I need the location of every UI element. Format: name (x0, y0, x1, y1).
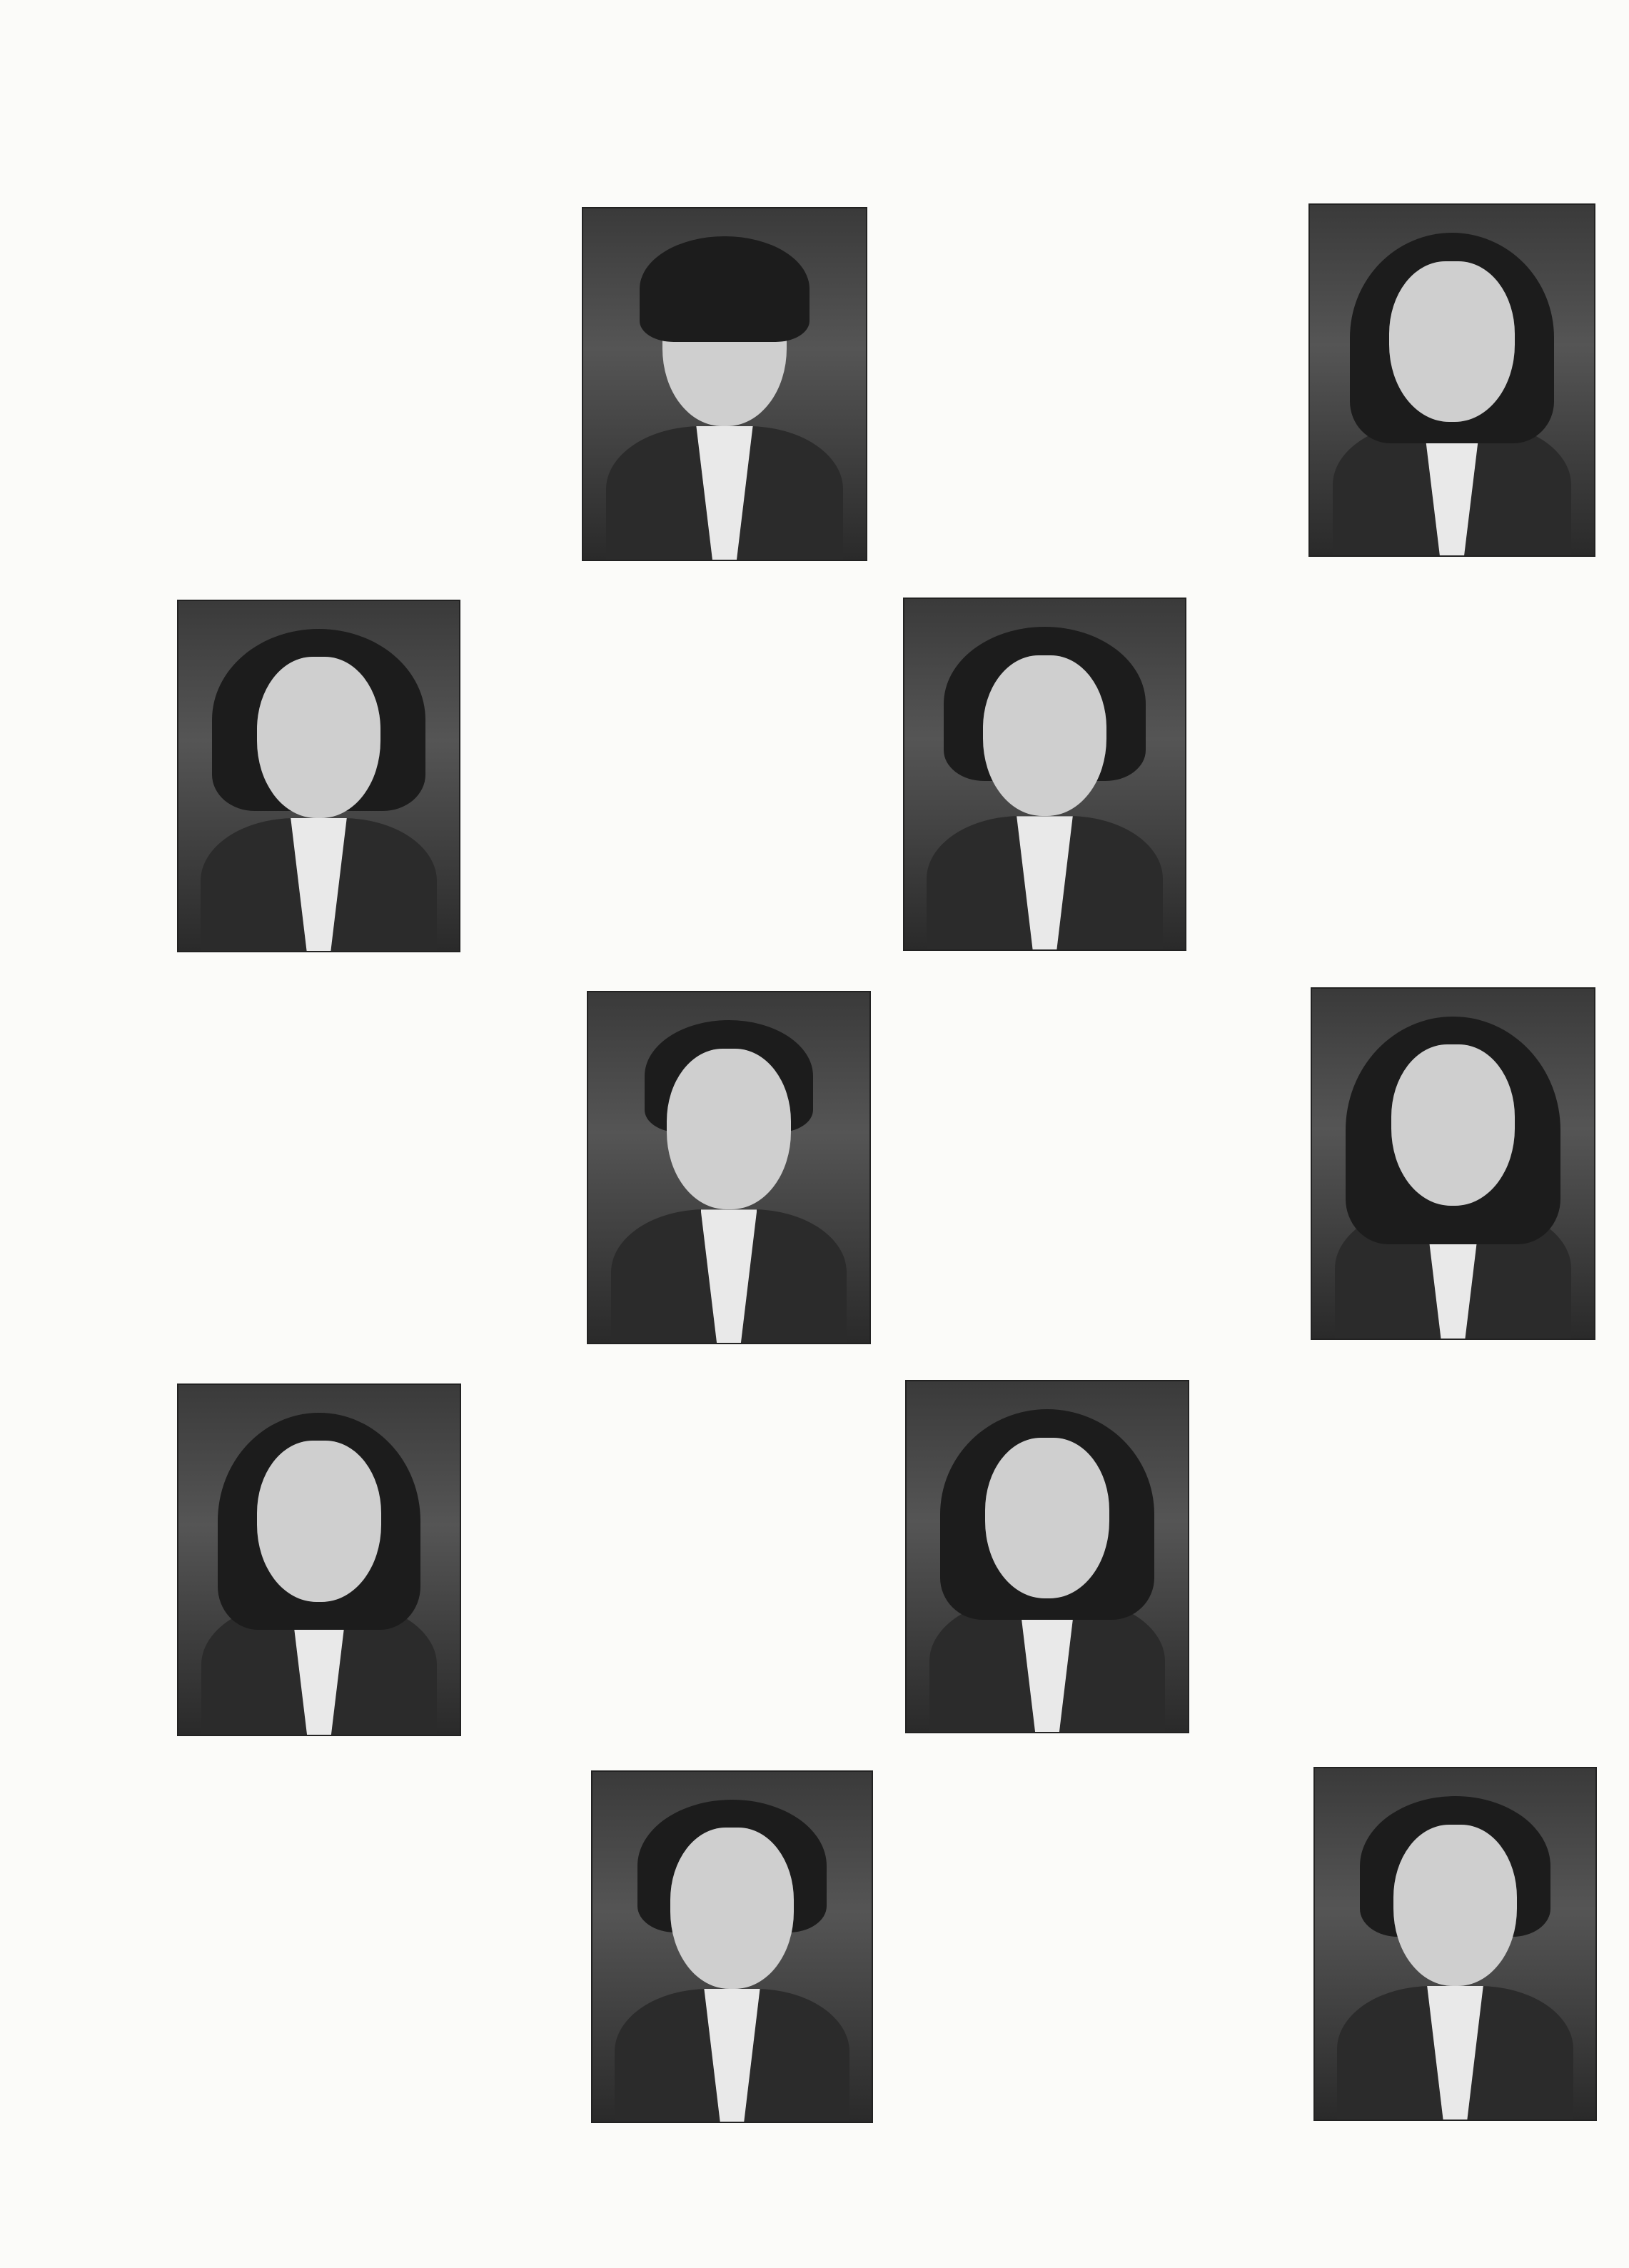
portrait-photo (591, 1770, 873, 2123)
bottom-cartoon-border (64, 2138, 1629, 2268)
left-cartoon-border (0, 79, 164, 2192)
portrait-photo (177, 1384, 461, 1736)
mortarboard-figures-top-icon (64, 29, 1629, 178)
portrait-photo (587, 991, 871, 1344)
mortarboard-figures-left-icon (0, 79, 164, 2192)
mortarboard-figures-bottom-icon (64, 2138, 1629, 2268)
portrait-photo (1313, 1767, 1597, 2121)
portrait-photo (177, 600, 460, 952)
entry-susan-champagne (905, 1075, 1276, 1081)
portrait-photo (1311, 987, 1595, 1340)
portrait-photo (905, 1380, 1189, 1733)
portrait-photo (582, 207, 867, 561)
portrait-photo (903, 598, 1186, 951)
top-cartoon-border (64, 29, 1629, 178)
portrait-photo (1308, 203, 1595, 557)
